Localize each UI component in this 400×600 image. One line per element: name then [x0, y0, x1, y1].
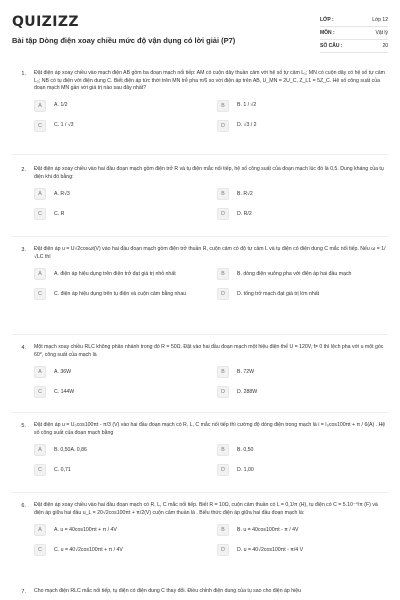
question-number: 7.	[21, 589, 26, 595]
option-text-a: A. 1/2	[54, 102, 68, 108]
question-number: 2.	[21, 167, 26, 173]
question-text: Đặt điện áp u = U₀cos100πt - π/3 (V) vào hai đầu đoạn mạch có R, L, C mắc nối tiếp thì cường độ dòng điện trong mạch là i = I₀cos100πt + π / 6(A) . Hệ số công suất của đoạn mạch bằng	[34, 422, 386, 436]
option-letter-a: A	[34, 100, 46, 112]
option-letter-d: D	[217, 464, 229, 476]
question-divider	[12, 334, 388, 335]
option-a[interactable]	[34, 267, 205, 281]
option-text-b: B. dòng điện vuông pha với điện áp hai đầu mạch	[237, 270, 352, 277]
meta-value-subject: Vật lý	[375, 30, 388, 36]
option-d[interactable]	[217, 119, 388, 133]
option-letter-d: D	[217, 120, 229, 132]
option-text-b: B. 1 / √2	[237, 102, 257, 108]
option-d[interactable]	[217, 463, 388, 477]
question-3	[12, 246, 388, 301]
question-1-row	[12, 70, 388, 93]
option-text-a: A. R√3	[54, 190, 70, 197]
meta-row-subject	[320, 27, 388, 40]
question-number: 6.	[21, 503, 26, 509]
question-2	[12, 166, 388, 221]
option-c[interactable]	[34, 543, 205, 557]
meta-row-class	[320, 14, 388, 27]
option-text-c: C. điện áp hiệu dụng trên tụ điện và cuộn cảm bằng nhau	[54, 290, 187, 297]
option-text-c: C. 0,71	[54, 466, 71, 473]
option-text-d: D. 1,00	[237, 466, 254, 473]
option-text-c: C. 1 / √3	[54, 122, 74, 128]
question-7-row	[12, 588, 388, 596]
option-b[interactable]	[217, 99, 388, 113]
option-letter-c: C	[34, 386, 46, 398]
question-divider	[12, 412, 388, 413]
option-d[interactable]	[217, 385, 388, 399]
option-b[interactable]	[217, 523, 388, 537]
question-6	[12, 502, 388, 557]
question-options	[34, 365, 388, 399]
option-letter-b: B	[217, 366, 229, 378]
option-d[interactable]	[217, 543, 388, 557]
option-c[interactable]	[34, 385, 205, 399]
meta-label-subject: MÔN :	[320, 30, 335, 36]
question-text: Đặt điện áp xoay chiều vào mạch điện AB gồm ba đoạn mạch nối tiếp: AM có cuộn dây thuần cảm với hệ số tự cảm L₁; MN có cuộn dây có hệ số tự cảm L₂; NB có tụ điện với điện dung C. Biết điện áp tức thời trên MN trễ pha π/6 so với điện áp trên AB, U_MN = 2U_C, Z_L1 = 5Z_C. Hệ số công suất của đoạn mạch MN gần với giá trị nào sau đây nhất?	[34, 70, 385, 91]
option-letter-d: D	[217, 288, 229, 300]
option-b[interactable]	[217, 365, 388, 379]
question-options	[34, 99, 388, 133]
option-c[interactable]	[34, 463, 205, 477]
question-options	[34, 187, 388, 221]
meta-value-class: Lớp 12	[372, 17, 388, 23]
meta-row-count	[320, 40, 388, 53]
question-4-row	[12, 344, 388, 359]
question-options	[34, 267, 388, 301]
option-letter-c: C	[34, 208, 46, 220]
option-letter-b: B	[217, 268, 229, 280]
option-letter-c: C	[34, 464, 46, 476]
header-left	[12, 8, 235, 45]
option-letter-a: A	[34, 366, 46, 378]
option-b[interactable]	[217, 187, 388, 201]
option-text-b: B. 0,50	[237, 446, 254, 453]
option-text-a: A. điện áp hiệu dụng trên điện trở đạt giá trị nhỏ nhất	[54, 270, 176, 277]
question-text: Một mạch xoay chiều RLC không phân nhánh trong đó R = 50Ω. Đặt vào hai đầu đoạn mạch một hiệu điện thế U = 120V, f≠ 0 thì lệch pha với u một góc 60⁰, công suất của mạch là	[34, 344, 384, 358]
option-letter-d: D	[217, 208, 229, 220]
question-3-row	[12, 246, 388, 261]
option-b[interactable]	[217, 267, 388, 281]
option-a[interactable]	[34, 523, 205, 537]
option-text-a: A. 36W	[54, 368, 72, 375]
option-letter-c: C	[34, 544, 46, 556]
option-text-c: C. u = 40√2cos100πt + π / 4V	[54, 546, 123, 553]
option-b[interactable]	[217, 443, 388, 457]
option-c[interactable]	[34, 287, 205, 301]
option-letter-a: A	[34, 268, 46, 280]
question-2-row	[12, 166, 388, 181]
question-options	[34, 443, 388, 477]
option-letter-d: D	[217, 386, 229, 398]
question-divider	[12, 492, 388, 493]
question-number: 5.	[21, 423, 26, 429]
option-letter-a: A	[34, 444, 46, 456]
option-a[interactable]	[34, 365, 205, 379]
option-text-d: D. √3 / 2	[237, 122, 257, 128]
option-text-a: A. u = 40cos100πt + π / 4V	[54, 526, 117, 533]
quiz-meta-panel	[320, 14, 388, 53]
option-letter-b: B	[217, 100, 229, 112]
option-letter-c: C	[34, 120, 46, 132]
question-number: 1.	[21, 71, 26, 77]
question-text: Đặt điện áp u = U√2cosωt(V) vào hai đầu đoạn mạch gồm điện trở thuần R, cuộn cảm có độ tự cảm L và tụ điện có điện dung C mắc nối tiếp. Nếu ω = 1/√LC thì	[34, 246, 386, 260]
quiz-header	[12, 8, 388, 66]
question-text: Cho mạch điện RLC mắc nối tiếp, tụ điện có điện dung C thay đổi. Điều chỉnh điện dung của tụ sao cho điện áp hiệu	[34, 588, 302, 594]
meta-value-count: 20	[382, 43, 388, 49]
question-6-row	[12, 502, 388, 517]
option-letter-a: A	[34, 524, 46, 536]
meta-label-class: LỚP :	[320, 17, 334, 23]
option-d[interactable]	[217, 207, 388, 221]
question-text: Đặt điện áp xoay chiều vào hai đầu đoạn mạch có R, L, C mắc nối tiếp. Biết R = 10Ω, cuộn cảm thuần có L = 0,1/π (H), tụ điện có C = 5.10⁻⁴/π (F) và điện áp giữa hai đầu u_L = 20√2cos100πt + π/2(V) cuộn cảm thuần là . Biểu thức điện áp giữa hai đầu đoạn mạch là:	[34, 502, 378, 516]
question-divider	[12, 154, 388, 155]
option-c[interactable]	[34, 119, 205, 133]
question-number: 3.	[21, 247, 26, 253]
option-text-b: B. 72W	[237, 368, 255, 375]
option-letter-c: C	[34, 288, 46, 300]
option-text-b: B. R√2	[237, 190, 253, 197]
question-1	[12, 70, 388, 133]
option-d[interactable]	[217, 287, 388, 301]
option-a[interactable]	[34, 99, 205, 113]
question-5-row	[12, 422, 388, 437]
brand-logo-text: QUIZIZZ	[12, 14, 79, 30]
option-letter-a: A	[34, 188, 46, 200]
question-text: Đặt điện áp xoay chiều vào hai đầu đoạn mạch gồm điện trở R và tụ điện mắc nối tiếp, hệ số công suất của đoạn mạch lúc đó là 0,5. Dung kháng của tụ điện khi đó bằng:	[34, 166, 384, 180]
question-5	[12, 422, 388, 477]
option-a[interactable]	[34, 187, 205, 201]
meta-label-count: SỐ CÂU :	[320, 43, 343, 49]
option-text-c: C. 144W	[54, 388, 75, 395]
option-text-d: D. tổng trở mạch đạt giá trị lớn nhất	[237, 290, 320, 297]
question-options	[34, 523, 388, 557]
option-text-a: B. 0,50A. 0,86	[54, 446, 87, 453]
option-letter-d: D	[217, 544, 229, 556]
option-letter-b: B	[217, 524, 229, 536]
option-letter-b: B	[217, 444, 229, 456]
option-text-d: D. 288W	[237, 388, 258, 395]
question-divider	[12, 236, 388, 237]
option-text-d: D. u = 40√2cos100πt - π/4 V	[237, 546, 304, 553]
option-text-b: B. u = 40cos100πt - π / 4V	[237, 526, 299, 533]
option-text-c: C. R	[54, 210, 65, 217]
option-letter-b: B	[217, 188, 229, 200]
option-a[interactable]	[34, 443, 205, 457]
question-number: 4.	[21, 345, 26, 351]
question-4	[12, 344, 388, 399]
question-7	[12, 588, 388, 596]
option-c[interactable]	[34, 207, 205, 221]
option-text-d: D. R/2	[237, 210, 252, 217]
quiz-title: Bài tập Dòng điện xoay chiều mức độ vận dụng có lời giải (P7)	[12, 36, 236, 45]
